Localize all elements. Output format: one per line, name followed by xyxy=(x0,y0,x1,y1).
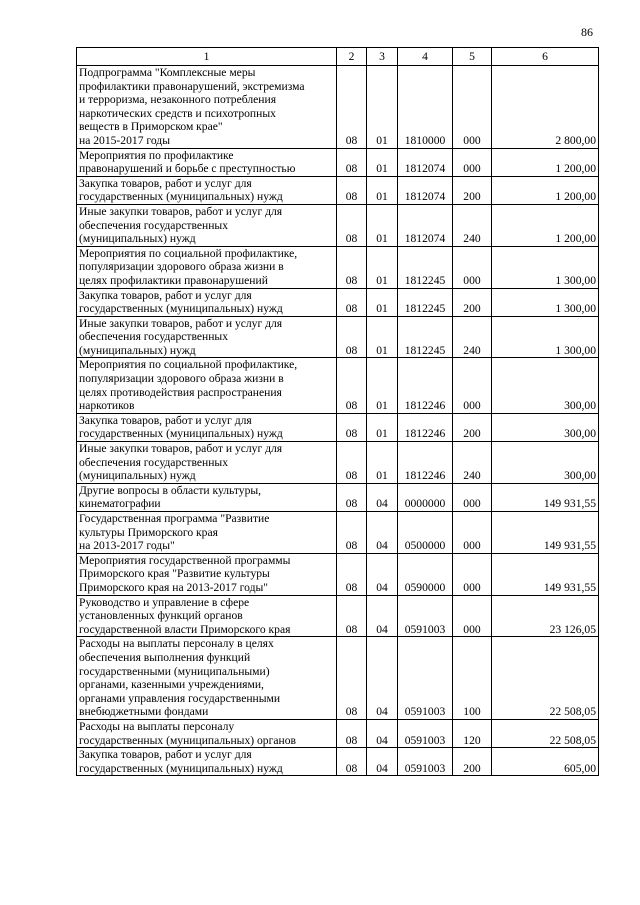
expense-type-code: 240 xyxy=(453,442,492,484)
table-row xyxy=(77,148,599,176)
row-name: Мероприятия государственной программы Приморского края "Развитие культуры Приморского края на 2013-2017 годы" xyxy=(77,553,337,595)
subsection-code: 01 xyxy=(367,246,398,288)
target-article-code: 1812074 xyxy=(398,204,453,246)
page-number: 86 xyxy=(581,25,593,39)
header-col-3: 3 xyxy=(367,48,398,66)
amount: 1 200,00 xyxy=(492,204,599,246)
subsection-code: 01 xyxy=(367,66,398,149)
target-article-code: 1812246 xyxy=(398,442,453,484)
target-article-code: 0591003 xyxy=(398,637,453,720)
target-article-code: 1810000 xyxy=(398,66,453,149)
row-name: Мероприятия по профилактике правонарушений и борьбе с преступностью xyxy=(77,148,337,176)
table-row xyxy=(77,288,599,316)
expense-type-code: 000 xyxy=(453,358,492,413)
amount: 22 508,05 xyxy=(492,719,599,747)
section-code: 08 xyxy=(337,316,367,358)
table-row xyxy=(77,176,599,204)
row-name: Руководство и управление в сфере установленных функций органов государственной власти Приморского края xyxy=(77,595,337,637)
subsection-code: 01 xyxy=(367,442,398,484)
section-code: 08 xyxy=(337,553,367,595)
subsection-code: 01 xyxy=(367,358,398,413)
table-row xyxy=(77,413,599,441)
subsection-code: 01 xyxy=(367,148,398,176)
section-code: 08 xyxy=(337,748,367,776)
target-article-code: 0591003 xyxy=(398,595,453,637)
expense-type-code: 000 xyxy=(453,66,492,149)
table-row xyxy=(77,637,599,720)
subsection-code: 01 xyxy=(367,176,398,204)
row-name: Закупка товаров, работ и услуг для государственных (муниципальных) нужд xyxy=(77,748,337,776)
section-code: 08 xyxy=(337,358,367,413)
amount: 23 126,05 xyxy=(492,595,599,637)
amount: 1 200,00 xyxy=(492,148,599,176)
row-name: Мероприятия по социальной профилактике, популяризации здорового образа жизни в целях профилактики правонарушений xyxy=(77,246,337,288)
subsection-code: 04 xyxy=(367,483,398,511)
expense-type-code: 240 xyxy=(453,204,492,246)
header-row xyxy=(77,48,599,66)
amount: 300,00 xyxy=(492,442,599,484)
section-code: 08 xyxy=(337,204,367,246)
expense-type-code: 200 xyxy=(453,413,492,441)
expense-type-code: 100 xyxy=(453,637,492,720)
amount: 1 300,00 xyxy=(492,246,599,288)
amount: 1 200,00 xyxy=(492,176,599,204)
table-row xyxy=(77,483,599,511)
row-name: Расходы на выплаты персоналу в целях обеспечения выполнения функций государственными (муниципальными) органами, казенными учреждениями, органами управления государственными внебюджетными фондами xyxy=(77,637,337,720)
table-body xyxy=(77,66,599,776)
amount: 149 931,55 xyxy=(492,553,599,595)
expense-type-code: 240 xyxy=(453,316,492,358)
expense-type-code: 200 xyxy=(453,288,492,316)
amount: 149 931,55 xyxy=(492,512,599,554)
expense-type-code: 000 xyxy=(453,483,492,511)
expense-type-code: 200 xyxy=(453,176,492,204)
row-name: Закупка товаров, работ и услуг для государственных (муниципальных) нужд xyxy=(77,288,337,316)
amount: 149 931,55 xyxy=(492,483,599,511)
row-name: Подпрограмма "Комплексные меры профилактики правонарушений, экстремизма и терроризма, незаконного потребления наркотических средств и психотропных веществ в Приморском крае" на 2015-2017 годы xyxy=(77,66,337,149)
subsection-code: 04 xyxy=(367,748,398,776)
table-row xyxy=(77,512,599,554)
expense-type-code: 000 xyxy=(453,595,492,637)
expense-type-code: 000 xyxy=(453,553,492,595)
table-row xyxy=(77,66,599,149)
expense-type-code: 000 xyxy=(453,148,492,176)
subsection-code: 04 xyxy=(367,637,398,720)
header-col-5: 5 xyxy=(453,48,492,66)
row-name: Расходы на выплаты персоналу государственных (муниципальных) органов xyxy=(77,719,337,747)
subsection-code: 04 xyxy=(367,512,398,554)
expense-type-code: 200 xyxy=(453,748,492,776)
subsection-code: 01 xyxy=(367,316,398,358)
row-name: Иные закупки товаров, работ и услуг для обеспечения государственных (муниципальных) нужд xyxy=(77,204,337,246)
section-code: 08 xyxy=(337,176,367,204)
section-code: 08 xyxy=(337,483,367,511)
row-name: Иные закупки товаров, работ и услуг для обеспечения государственных (муниципальных) нужд xyxy=(77,316,337,358)
amount: 1 300,00 xyxy=(492,316,599,358)
section-code: 08 xyxy=(337,719,367,747)
expense-type-code: 000 xyxy=(453,512,492,554)
section-code: 08 xyxy=(337,442,367,484)
section-code: 08 xyxy=(337,595,367,637)
target-article-code: 1812074 xyxy=(398,148,453,176)
section-code: 08 xyxy=(337,512,367,554)
table-row xyxy=(77,719,599,747)
amount: 2 800,00 xyxy=(492,66,599,149)
table-row xyxy=(77,595,599,637)
table-row xyxy=(77,442,599,484)
subsection-code: 04 xyxy=(367,553,398,595)
row-name: Другие вопросы в области культуры, кинематографии xyxy=(77,483,337,511)
amount: 300,00 xyxy=(492,358,599,413)
target-article-code: 0590000 xyxy=(398,553,453,595)
subsection-code: 01 xyxy=(367,413,398,441)
target-article-code: 1812246 xyxy=(398,358,453,413)
subsection-code: 04 xyxy=(367,719,398,747)
target-article-code: 0591003 xyxy=(398,719,453,747)
section-code: 08 xyxy=(337,288,367,316)
section-code: 08 xyxy=(337,148,367,176)
section-code: 08 xyxy=(337,66,367,149)
section-code: 08 xyxy=(337,413,367,441)
expense-type-code: 000 xyxy=(453,246,492,288)
section-code: 08 xyxy=(337,246,367,288)
header-col-1: 1 xyxy=(77,48,337,66)
amount: 1 300,00 xyxy=(492,288,599,316)
expense-type-code: 120 xyxy=(453,719,492,747)
row-name: Закупка товаров, работ и услуг для государственных (муниципальных) нужд xyxy=(77,176,337,204)
table-row xyxy=(77,748,599,776)
target-article-code: 0000000 xyxy=(398,483,453,511)
row-name: Иные закупки товаров, работ и услуг для обеспечения государственных (муниципальных) нужд xyxy=(77,442,337,484)
amount: 300,00 xyxy=(492,413,599,441)
amount: 22 508,05 xyxy=(492,637,599,720)
target-article-code: 1812245 xyxy=(398,316,453,358)
target-article-code: 1812245 xyxy=(398,246,453,288)
table-row xyxy=(77,358,599,413)
table-row xyxy=(77,246,599,288)
target-article-code: 0500000 xyxy=(398,512,453,554)
target-article-code: 0591003 xyxy=(398,748,453,776)
row-name: Мероприятия по социальной профилактике, популяризации здорового образа жизни в целях противодействия распространения наркотиков xyxy=(77,358,337,413)
table-row xyxy=(77,553,599,595)
header-col-4: 4 xyxy=(398,48,453,66)
subsection-code: 01 xyxy=(367,204,398,246)
row-name: Государственная программа "Развитие культуры Приморского края на 2013-2017 годы" xyxy=(77,512,337,554)
budget-table xyxy=(76,47,599,776)
table-row xyxy=(77,204,599,246)
amount: 605,00 xyxy=(492,748,599,776)
subsection-code: 04 xyxy=(367,595,398,637)
section-code: 08 xyxy=(337,637,367,720)
header-col-2: 2 xyxy=(337,48,367,66)
subsection-code: 01 xyxy=(367,288,398,316)
target-article-code: 1812074 xyxy=(398,176,453,204)
target-article-code: 1812245 xyxy=(398,288,453,316)
table-row xyxy=(77,316,599,358)
target-article-code: 1812246 xyxy=(398,413,453,441)
row-name: Закупка товаров, работ и услуг для государственных (муниципальных) нужд xyxy=(77,413,337,441)
header-col-6: 6 xyxy=(492,48,599,66)
